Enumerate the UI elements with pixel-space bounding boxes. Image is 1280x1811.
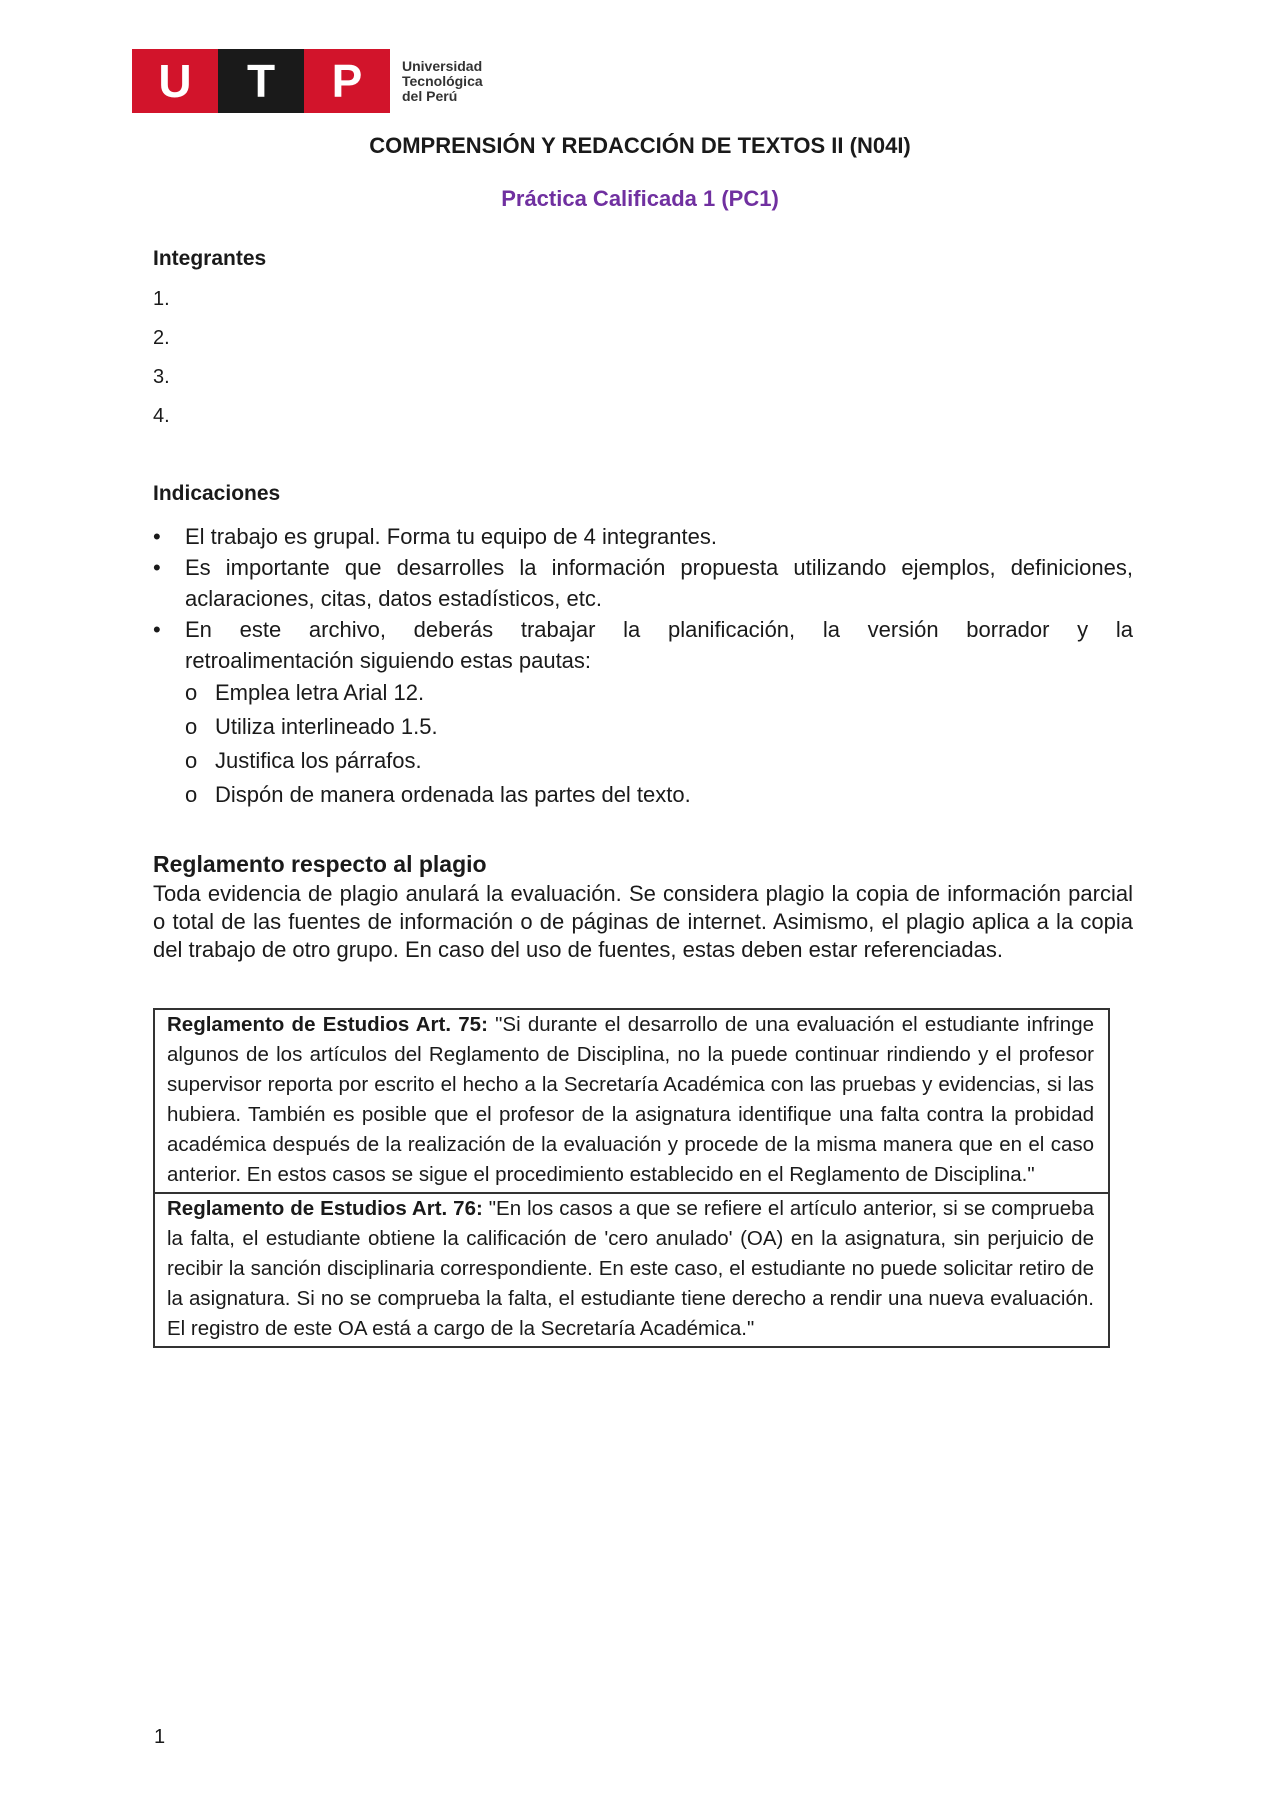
indicacion-item: • El trabajo es grupal. Forma tu equipo de 4 integrantes. <box>153 521 1133 552</box>
indicaciones-list <box>153 521 1133 812</box>
table-row <box>154 1193 1109 1347</box>
integrante-item: 3. <box>153 366 170 388</box>
course-title: COMPRENSIÓN Y REDACCIÓN DE TEXTOS II (N04I) <box>369 133 911 158</box>
reglamento-label: Reglamento de Estudios Art. 76: <box>167 1197 483 1220</box>
reglamento-text: "En los casos a que se refiere el artículo anterior, si se comprueba la falta, el estudiante obtiene la calificación de 'cero anulado' (OA) en la asignatura, sin perjuicio de recibir la sanción disciplinaria correspondiente. En este caso, el estudiante no puede solicitar retiro de la asignatura. Si no se comprueba la falta, el estudiante tiene derecho a rendir una nueva evaluación. El registro de este OA está a cargo de la Secretaría Académica." <box>167 1197 1094 1340</box>
plagio-paragraph: Toda evidencia de plagio anulará la evaluación. Se considera plagio la copia de información parcial o total de las fuentes de información o de páginas de internet. Asimismo, el plagio aplica a la copia del trabajo de otro grupo. En caso del uso de fuentes, estas deben estar referenciadas. <box>153 881 1133 962</box>
logo-letter-t: T <box>218 49 304 113</box>
logo-letter-p: P <box>304 49 390 113</box>
assignment-subtitle: Práctica Calificada 1 (PC1) <box>501 186 779 211</box>
integrantes-heading: Integrantes <box>153 247 267 270</box>
integrante-item: 2. <box>153 327 170 349</box>
table-row <box>154 1009 1109 1193</box>
plagio-heading: Reglamento respecto al plagio <box>153 851 487 877</box>
indicacion-item <box>153 614 1133 812</box>
logo-university-name <box>402 59 483 104</box>
integrante-item: 1. <box>153 288 170 310</box>
logo-letter-u: U <box>132 49 218 113</box>
pauta-item: o Utiliza interlineado 1.5. <box>185 710 1133 744</box>
reglamento-label: Reglamento de Estudios Art. 75: <box>167 1013 488 1036</box>
indicacion-text-line: retroalimentación siguiendo estas pautas: <box>185 648 592 673</box>
indicacion-item: • Es importante que desarrolles la información propuesta utilizando ejemplos, definiciones, aclaraciones, citas, datos estadísticos, etc. <box>153 552 1133 614</box>
page-number: 1 <box>154 1726 166 1748</box>
pauta-item: o Dispón de manera ordenada las partes del texto. <box>185 778 1133 812</box>
logo-text-line: Tecnológica <box>402 72 483 89</box>
reglamento-art-76 <box>154 1193 1109 1347</box>
pauta-item: o Justifica los párrafos. <box>185 744 1133 778</box>
logo-text-line: del Perú <box>402 87 458 104</box>
logo-text-line: Universidad <box>402 57 483 74</box>
utp-logo <box>132 49 483 113</box>
indicaciones-heading: Indicaciones <box>153 482 281 505</box>
integrantes-list <box>153 286 170 442</box>
reglamento-table <box>153 1008 1110 1348</box>
reglamento-text: "Si durante el desarrollo de una evaluación el estudiante infringe algunos de los artículos del Reglamento de Disciplina, no la puede continuar rindiendo y el profesor supervisor reporta por escrito el hecho a la Secretaría Académica con las pruebas y evidencias, si las hubiera. También es posible que el profesor de la asignatura identifique una falta contra la probidad académica después de la realización de la evaluación y procede de la misma manera que en el caso anterior. En estos casos se sigue el procedimiento establecido en el Reglamento de Disciplina." <box>167 1013 1094 1186</box>
integrante-item: 4. <box>153 405 170 427</box>
pautas-sublist <box>185 676 1133 812</box>
pauta-item: o Emplea letra Arial 12. <box>185 676 1133 710</box>
indicacion-text-line: • En este archivo, deberás trabajar la planificación, la versión borrador y la <box>185 617 1133 642</box>
reglamento-art-75 <box>154 1009 1109 1193</box>
